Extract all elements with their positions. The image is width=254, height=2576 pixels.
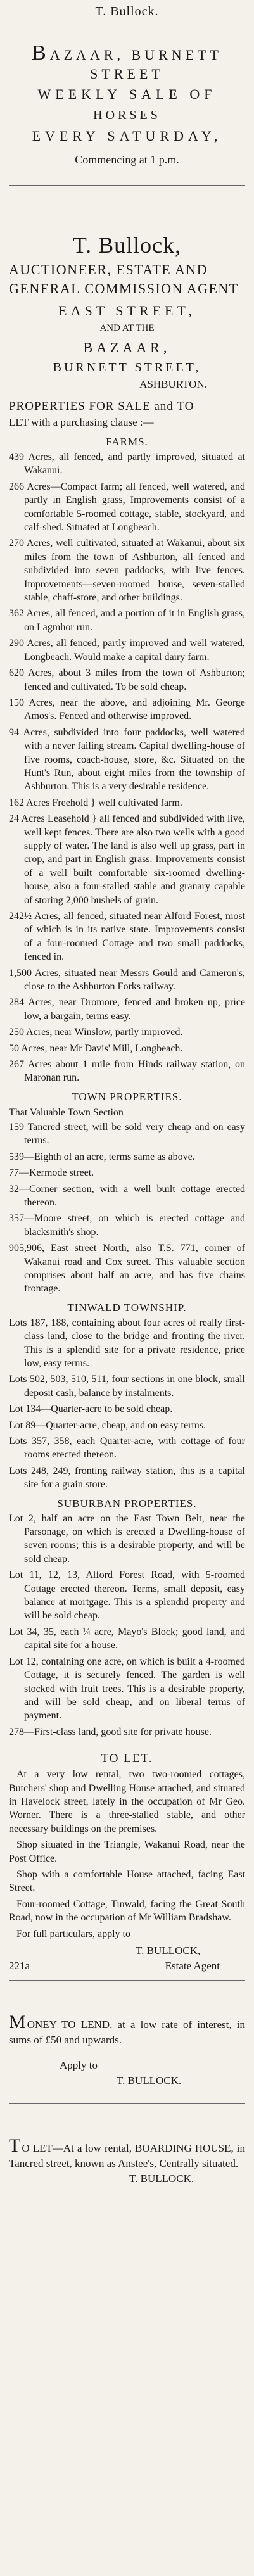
town-properties-intro: That Valuable Town Section <box>9 1107 124 1118</box>
agent-roles-line-2: GENERAL COMMISSION AGENT <box>9 281 239 296</box>
town-properties-heading: TOWN PROPERTIES. <box>72 1090 182 1103</box>
farms-list <box>9 450 245 1085</box>
list-item: 278—First-class land, good site for private house. <box>9 1726 212 1737</box>
list-item: 439 Acres, all fenced, and partly improved, situated at Wakanui. <box>9 452 245 476</box>
bazaar-sale-ad <box>9 23 245 168</box>
ad-reference: 221a <box>9 1960 30 1972</box>
list-item: 1,500 Acres, situated near Messrs Gould and Cameron's, close to the Ashburton Forks railway. <box>9 967 245 993</box>
tinwald-heading: TINWALD TOWNSHIP. <box>67 1301 187 1314</box>
bazaar-line <box>9 41 245 84</box>
list-item: Lot 2, half an acre on the East Town Belt, near the Parsonage, on which is erected a Dwelling-house of seven rooms; this is a desirable property, and will be sold cheap. <box>9 1513 245 1564</box>
list-item: Shop situated in the Triangle, Wakanui Road, near the Post Office. <box>9 1839 245 1864</box>
list-item: 266 Acres—Compact farm; all fenced, well watered, and partly in English grass, Improvements consist of a comfortable 5-roomed cottage, stable, stockyard, and calf-shed. Situated at Longbeach. <box>9 481 245 533</box>
weekly-sale-line: WEEKLY SALE OF <box>37 86 217 102</box>
list-item: Lots 248, 249, fronting railway station, this is a capital site for a grain store. <box>9 1465 245 1490</box>
page-header <box>9 0 245 20</box>
address-town: ASHBURTON. <box>139 378 207 390</box>
divider <box>9 2103 245 2104</box>
horses-line: HORSES <box>93 108 161 122</box>
list-item: Lot 134—Quarter-acre to be sold cheap. <box>9 1404 173 1415</box>
list-item: 94 Acres, subdivided into four paddocks, well watered with a never failing stream. Capital dwelling-house of five rooms, coach-house, store, &c. Situated on the Hunt's Run, about eight miles from the township of Ashburton. This is a very desirable residence. <box>9 726 245 792</box>
list-item: 620 Acres, about 3 miles from the town of Ashburton; fenced and cultivated. To be sold cheap. <box>9 668 245 692</box>
list-item: 77—Kermode street. <box>9 1167 94 1179</box>
list-item: 362 Acres, all fenced, and a portion of it in English grass, on Lagmhor run. <box>9 608 245 633</box>
list-item: 159 Tancred street, will be sold very cheap and on easy terms. <box>9 1121 245 1146</box>
list-item: 250 Acres, near Winslow, partly improved. <box>9 1027 183 1038</box>
commencing-line: Commencing at 1 p.m. <box>75 153 179 166</box>
agent-roles-line-1: AUCTIONEER, ESTATE AND <box>9 262 208 277</box>
bullock-properties-ad <box>9 186 245 1974</box>
list-item: 162 Acres Freehold } well cultivated farm. <box>9 797 182 808</box>
list-item: Lots 357, 358, each Quarter-acre, with cottage of four rooms erected thereon. <box>9 1436 245 1461</box>
boarding-house-text: O LET—At a low rental, BOARDING HOUSE, in Tancred street, known as Anstee's, Centrally situated. <box>9 2142 245 2169</box>
list-item: 267 Acres about 1 mile from Hinds railway station, on Maronan run. <box>9 1059 245 1084</box>
farms-heading: FARMS. <box>106 436 148 448</box>
agent-name: T. Bullock, <box>72 232 182 258</box>
money-text: ONEY TO LEND, at a low rate of interest, in sums of £50 and upwards. <box>9 2019 245 2046</box>
signature-row <box>9 1958 245 1974</box>
list-item: 539—Eighth of an acre, terms same as above. <box>9 1151 195 1162</box>
list-item: Lots 187, 188, containing about four acres of really first-class land, close to the bridge and fronting the river. This is a splendid site for a private residence, price low, easy terms. <box>9 1317 245 1369</box>
list-item: Lot 34, 35, each ¼ acre, Mayo's Block; good land, and capital site for a house. <box>9 1626 245 1651</box>
header-name: T. Bullock. <box>95 4 159 18</box>
list-item: For full particulars, apply to <box>16 1928 130 1939</box>
list-item: 905,906, East street North, also T.S. 771, corner of Wakanui road and Cox street. This valuable section comprises about half an acre, and has five chains frontage. <box>9 1243 245 1295</box>
list-item: 32—Corner section, with a well built cottage erected thereon. <box>9 1183 245 1208</box>
list-item: 150 Acres, near the above, and adjoining Mr. George Amos's. Fenced and otherwise improved. <box>9 697 245 722</box>
suburban-list <box>9 1512 245 1739</box>
drop-cap: B <box>32 41 50 65</box>
list-item: Lots 502, 503, 510, 511, four sections in one block, small deposit cash, balance by instalments. <box>9 1374 245 1399</box>
tinwald-list <box>9 1316 245 1492</box>
drop-cap: M <box>9 2012 27 2033</box>
divider <box>9 1980 245 1981</box>
money-to-lend-ad <box>9 2012 245 2048</box>
town-properties-list <box>9 1120 245 1296</box>
list-item: 24 Acres Leasehold } all fenced and subdivided with live, well kept fences. There are also two wells with a good supply of water. The land is also well up grass, part in crop, and part in English grass. Improvements consist of a well built comfortable six-roomed dwelling-house, also a four-stalled stable and granary capable of storing 2,000 bushels of grain. <box>9 813 245 906</box>
list-item: Lot 89—Quarter-acre, cheap, and on easy terms. <box>9 1419 206 1431</box>
suburban-heading: SUBURBAN PROPERTIES. <box>57 1497 197 1509</box>
properties-intro: LET with a purchasing clause :— <box>9 416 154 428</box>
drop-cap: T <box>9 2135 22 2156</box>
list-item: Shop with a comfortable House attached, facing East Street. <box>9 1869 245 1894</box>
list-item: 270 Acres, well cultivated, situated at Wakanui, about six miles from the town of Ashburton, all fenced and subdivided into seven paddocks, with live fences. Improvements—seven-roomed house, seven-stalled stable, chaff-store, and other buildings. <box>9 538 245 604</box>
signature-title: Estate Agent <box>165 1960 220 1972</box>
address-bazaar: BAZAAR, <box>83 339 171 355</box>
boarding-house-ad <box>9 2135 245 2171</box>
list-item: Lot 12, containing one acre, on which is built a 4-roomed Cottage, it is securely fenced. The garden is well stocked with fruit trees. This is a desirable property, and will be sold cheap, and on liberal terms of payment. <box>9 1656 245 1722</box>
list-item: 290 Acres, all fenced, partly improved and well watered, Longbeach. Would make a capital dairy farm. <box>9 638 245 663</box>
address-east-street: EAST STREET, <box>58 303 196 319</box>
every-saturday-line: EVERY SATURDAY, <box>32 128 222 144</box>
list-item: Lot 11, 12, 13, Alford Forest Road, with 5-roomed Cottage erected thereon. Terms, small deposit, easy balance at mortgage. This is a splendid property and will be sold cheap. <box>9 1570 245 1621</box>
address-burnett-street: BURNETT STREET, <box>53 360 201 374</box>
to-let-list <box>9 1768 245 1941</box>
boarding-house-signature: T. BULLOCK. <box>129 2173 194 2185</box>
list-item: Four-roomed Cottage, Tinwald, facing the Great South Road, now in the occupation of Mr William Bradshaw. <box>9 1898 245 1924</box>
list-item: At a very low rental, two two-roomed cottages, Butchers' shop and Dwelling House attached, and situated in Havelock street, lately in the occupation of Mr Geo. Worner. There is a three-stalled stable, and other necessary buildings on the premises. <box>9 1769 245 1834</box>
list-item: 284 Acres, near Dromore, fenced and broken up, price low, a bargain, terms easy. <box>9 997 245 1022</box>
list-item: 357—Moore street, on which is erected cottage and blacksmith's shop. <box>9 1213 245 1238</box>
list-item: 242½ Acres, all fenced, situated near Alford Forest, most of which is in its native state. Improvements consist of a four-roomed Cottage and two small paddocks, fenced in. <box>9 911 245 963</box>
properties-subhead: PROPERTIES FOR SALE and TO <box>9 400 194 413</box>
to-let-heading: TO LET. <box>101 1752 153 1766</box>
bazaar-line-text: AZAAR, BURNETT STREET <box>49 47 222 82</box>
signature-name: T. BULLOCK, <box>136 1945 201 1957</box>
address-and-at-the: AND AT THE <box>99 323 155 333</box>
money-signature: T. BULLOCK. <box>117 2074 182 2086</box>
list-item: 50 Acres, near Mr Davis' Mill, Longbeach. <box>9 1043 183 1054</box>
money-apply: Apply to <box>60 2059 98 2071</box>
